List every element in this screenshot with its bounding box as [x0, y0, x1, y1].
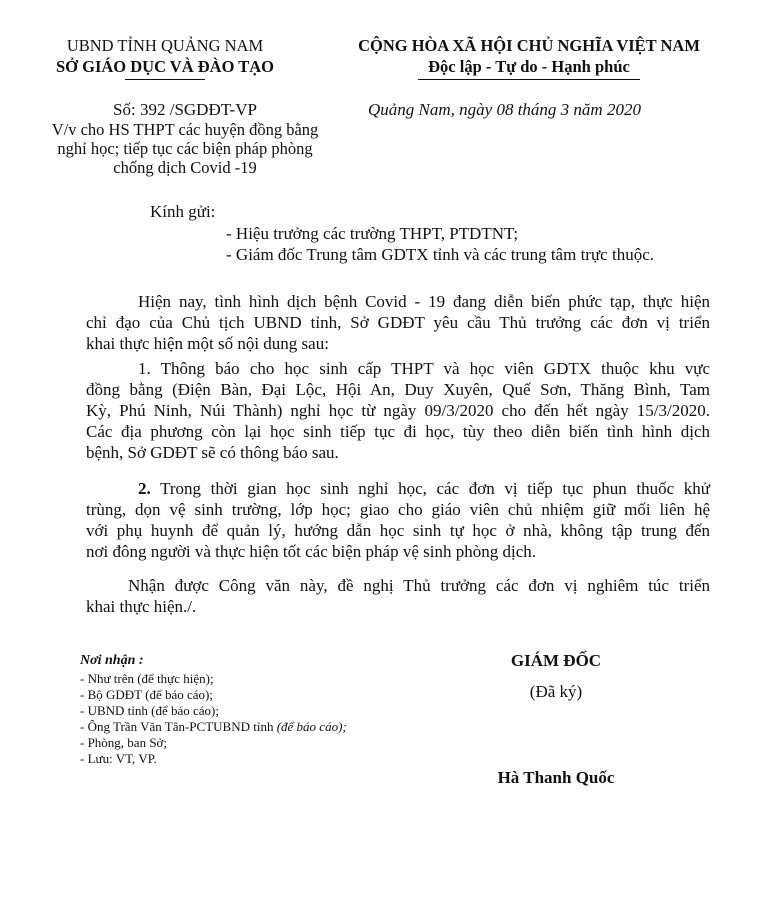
signer-name: Hà Thanh Quốc: [497, 768, 615, 787]
receiver-item: - UBND tỉnh (để báo cáo);: [80, 703, 219, 718]
agency-underline: [125, 79, 205, 80]
item-2-number: 2.: [138, 479, 151, 498]
intro-paragraph: [86, 291, 710, 354]
recipient-item: - Hiệu trưởng các trường THPT, PTDTNT;: [226, 224, 519, 243]
paragraph-line: trùng, dọn vệ sinh trường, lớp học; giao cho giáo viên chủ nhiệm giữ mối liên hệ: [86, 500, 710, 519]
receiver-item-text: - Ông Trần Văn Tân-PCTUBND tỉnh: [80, 719, 274, 734]
department-name: SỞ GIÁO DỤC VÀ ĐÀO TẠO: [55, 57, 275, 76]
receiver-item-note: (để báo cáo);: [273, 719, 347, 734]
paragraph-line: 1. Thông báo cho học sinh cấp THPT và học viên GDTX thuộc khu vực: [138, 359, 710, 378]
national-motto: Độc lập - Tự do - Hạnh phúc: [428, 57, 630, 76]
paragraph-line: với phụ huynh để quản lý, hướng dẫn học sinh tự học ở nhà, không tập trung đến: [86, 521, 710, 540]
issuing-agency-block: [40, 36, 290, 80]
receiver-item: - Bộ GDĐT (để báo cáo);: [80, 687, 213, 702]
document-subject: [40, 120, 330, 177]
receiver-item: - Như trên (để thực hiện);: [80, 671, 214, 686]
subject-line: nghỉ học; tiếp tục các biện pháp phòng: [57, 139, 313, 158]
receivers-title: Nơi nhận :: [80, 653, 144, 668]
recipients-greeting: Kính gửi:: [150, 202, 216, 221]
paragraph-line: nơi đông người và thực hiện tốt các biện pháp vệ sinh phòng dịch.: [86, 542, 536, 561]
paragraph-line: khai thực hiện một số nội dung sau:: [86, 334, 329, 353]
subject-line: chống dịch Covid -19: [113, 158, 257, 177]
subject-line: V/v cho HS THPT các huyện đồng bằng: [51, 120, 319, 139]
paragraph-line: Kỳ, Phú Ninh, Núi Thành) nghỉ học từ ngày 09/3/2020 cho đến hết ngày 15/3/2020.: [86, 401, 710, 420]
paragraph-line: chỉ đạo của Chủ tịch UBND tỉnh, Sở GDĐT yêu cầu Thủ trưởng các đơn vị triển: [86, 313, 710, 332]
motto-underline: [418, 79, 640, 80]
paragraph-line: đồng bằng (Điện Bàn, Đại Lộc, Hội An, Duy Xuyên, Quế Sơn, Thăng Bình, Tam: [86, 380, 710, 399]
signed-mark: (Đã ký): [529, 682, 583, 701]
paragraph-line: bệnh, Sở GDĐT sẽ có thông báo sau.: [86, 443, 339, 462]
signer-title: GIÁM ĐỐC: [510, 651, 602, 670]
paragraph-line: Nhận được Công văn này, đề nghị Thủ trưởng các đơn vị nghiêm túc triển: [128, 576, 710, 595]
receiver-item: - Phòng, ban Sở;: [80, 735, 168, 750]
national-title-block: [322, 36, 736, 80]
place-and-date: Quảng Nam, ngày 08 tháng 3 năm 2020: [368, 100, 641, 119]
paragraph-line: khai thực hiện./.: [86, 597, 197, 616]
country-name: CỘNG HÒA XÃ HỘI CHỦ NGHĨA VIỆT NAM: [358, 36, 700, 55]
item-2-paragraph: [86, 478, 710, 562]
item-2-first-line: Trong thời gian học sinh nghỉ học, các đơn vị tiếp tục phun thuốc khử: [150, 479, 710, 498]
document-number: Số: 392 /SGDĐT-VP: [113, 100, 257, 119]
closing-paragraph: [86, 575, 710, 617]
paragraph-line: Hiện nay, tình hình dịch bệnh Covid - 19 đang diễn biến phức tạp, thực hiện: [138, 292, 710, 311]
provincial-committee-name: UBND TỈNH QUẢNG NAM: [66, 36, 264, 55]
paragraph-line: Các địa phương còn lại học sinh tiếp tục đi học, tùy theo diễn biến tình hình dịch: [86, 422, 710, 441]
recipient-item: - Giám đốc Trung tâm GDTX tỉnh và các trung tâm trực thuộc.: [226, 245, 654, 264]
item-1-paragraph: [86, 358, 710, 463]
receiver-item: - Lưu: VT, VP.: [80, 751, 157, 766]
receiver-item: [80, 719, 347, 735]
paragraph-line: [86, 478, 710, 499]
